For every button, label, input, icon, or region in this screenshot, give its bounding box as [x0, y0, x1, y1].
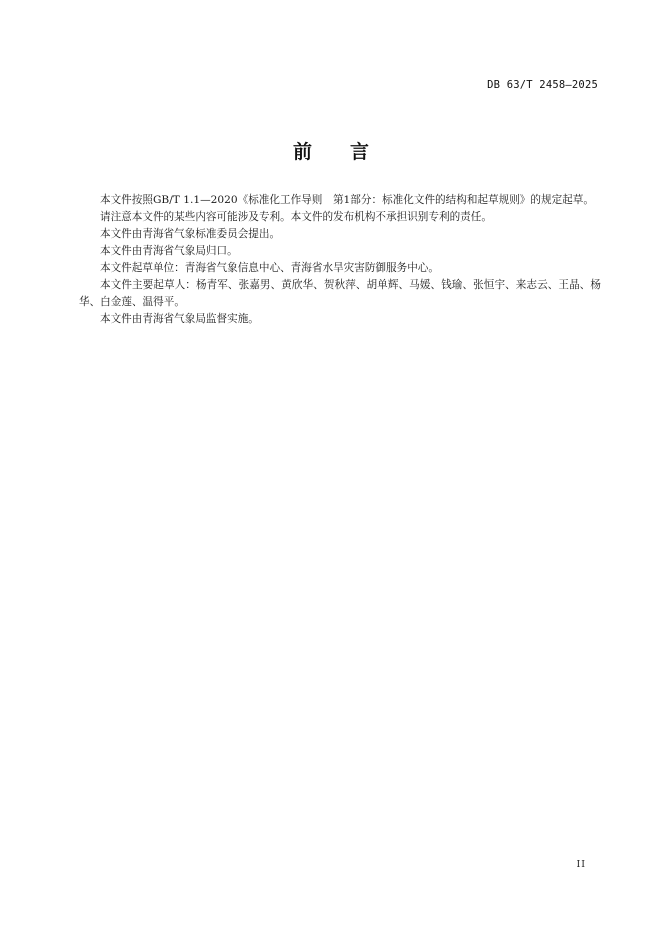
standard-code: DB 63/T 2458—2025 [487, 79, 598, 91]
page-title [0, 137, 662, 164]
paragraph-proposer: 本文件由青海省气象标准委员会提出。 [100, 228, 281, 240]
paragraph-drafting-units: 本文件起草单位：青海省气象信息中心、青海省水旱灾害防御服务中心。 [100, 262, 439, 274]
paragraph-patent-notice: 请注意本文件的某些内容可能涉及专利。本文件的发布机构不承担识别专利的责任。 [100, 211, 492, 223]
title-char-2: 言 [350, 141, 370, 163]
paragraph-administrator: 本文件由青海省气象局归口。 [100, 245, 238, 257]
paragraph-drafting-rules: 本文件按照GB/T 1.1—2020《标准化工作导则 第1部分：标准化文件的结构和起草规则》的规定起草。 [100, 194, 594, 206]
foreword-body [79, 192, 601, 328]
paragraph-supervisor: 本文件由青海省气象局监督实施。 [100, 313, 259, 325]
page-number: II [576, 859, 586, 870]
paragraph-drafters: 本文件主要起草人：杨青军、张嘉男、黄欣华、贺秋萍、胡单辉、马媛、钱瑜、张恒宇、来志云、王晶、杨华、白金莲、温得平。 [79, 279, 601, 308]
title-char-1: 前 [292, 141, 312, 163]
